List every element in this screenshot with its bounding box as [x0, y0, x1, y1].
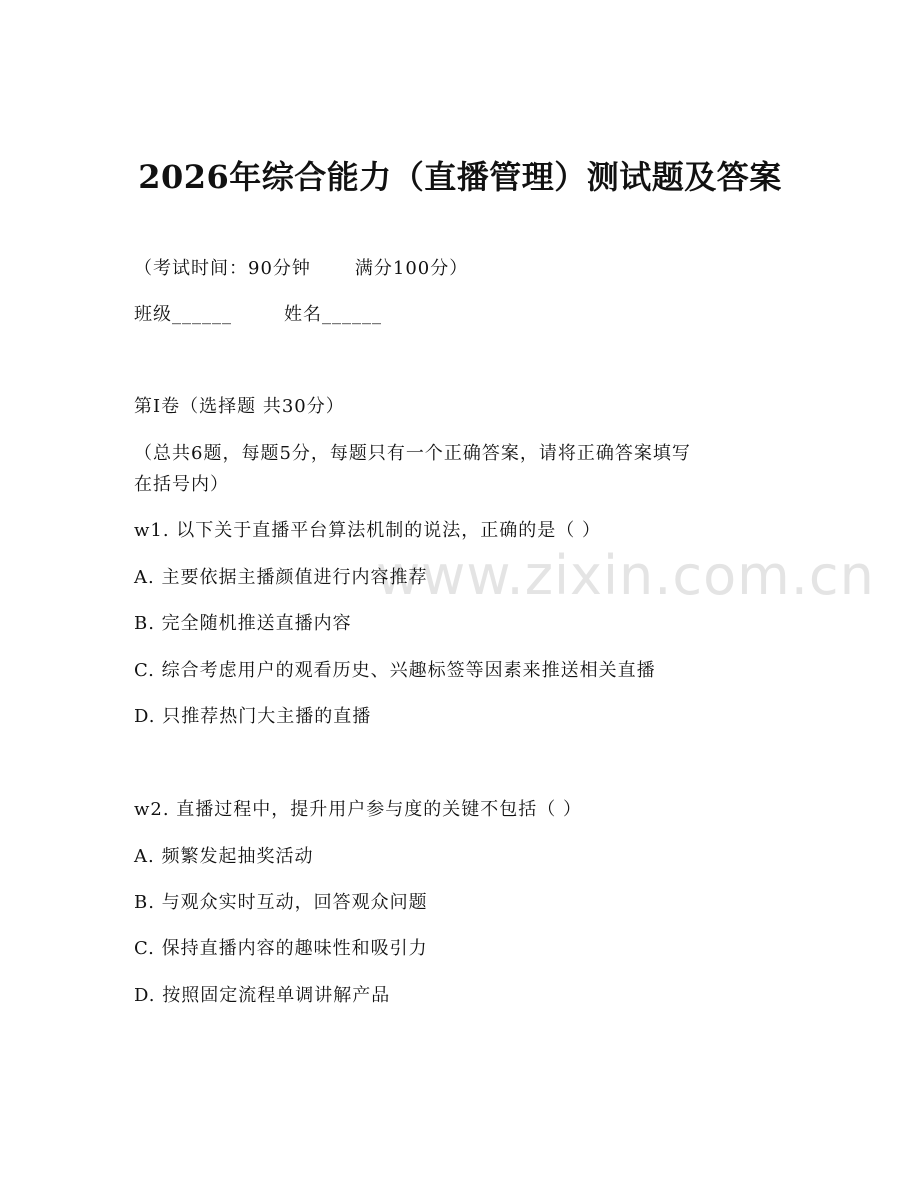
question-stem: w2. 直播过程中，提升用户参与度的关键不包括（ ） — [134, 799, 583, 820]
question-option: A. 主要依据主播颜值进行内容推荐 — [134, 567, 428, 588]
watermark: www.zixin.com.cn — [376, 544, 875, 607]
document-title: 2026年综合能力（直播管理）测试题及答案 — [138, 158, 782, 196]
question-stem: w1. 以下关于直播平台算法机制的说法，正确的是（ ） — [134, 520, 602, 541]
exam-info — [134, 254, 468, 280]
exam-time: （考试时间：90分钟 — [134, 258, 311, 279]
exam-score: 满分100分） — [354, 258, 469, 279]
question-option: C. 综合考虑用户的观看历史、兴趣标签等因素来推送相关直播 — [134, 660, 656, 681]
question-option: A. 频繁发起抽奖活动 — [134, 846, 314, 867]
question-option: B. 与观众实时互动，回答观众问题 — [134, 892, 428, 913]
question-option: B. 完全随机推送直播内容 — [134, 613, 352, 634]
section-instruction-cont: 在括号内） — [134, 474, 229, 495]
question-option: C. 保持直播内容的趣味性和吸引力 — [134, 938, 428, 959]
question-option: D. 按照固定流程单调讲解产品 — [134, 985, 391, 1006]
name-field: 姓名______ — [284, 304, 382, 325]
section-heading: 第I卷（选择题 共30分） — [134, 396, 345, 417]
section-instruction: （总共6题，每题5分，每题只有一个正确答案，请将正确答案填写 — [134, 443, 691, 464]
question-option: D. 只推荐热门大主播的直播 — [134, 706, 372, 727]
student-info — [134, 300, 382, 326]
class-field: 班级______ — [134, 304, 232, 325]
